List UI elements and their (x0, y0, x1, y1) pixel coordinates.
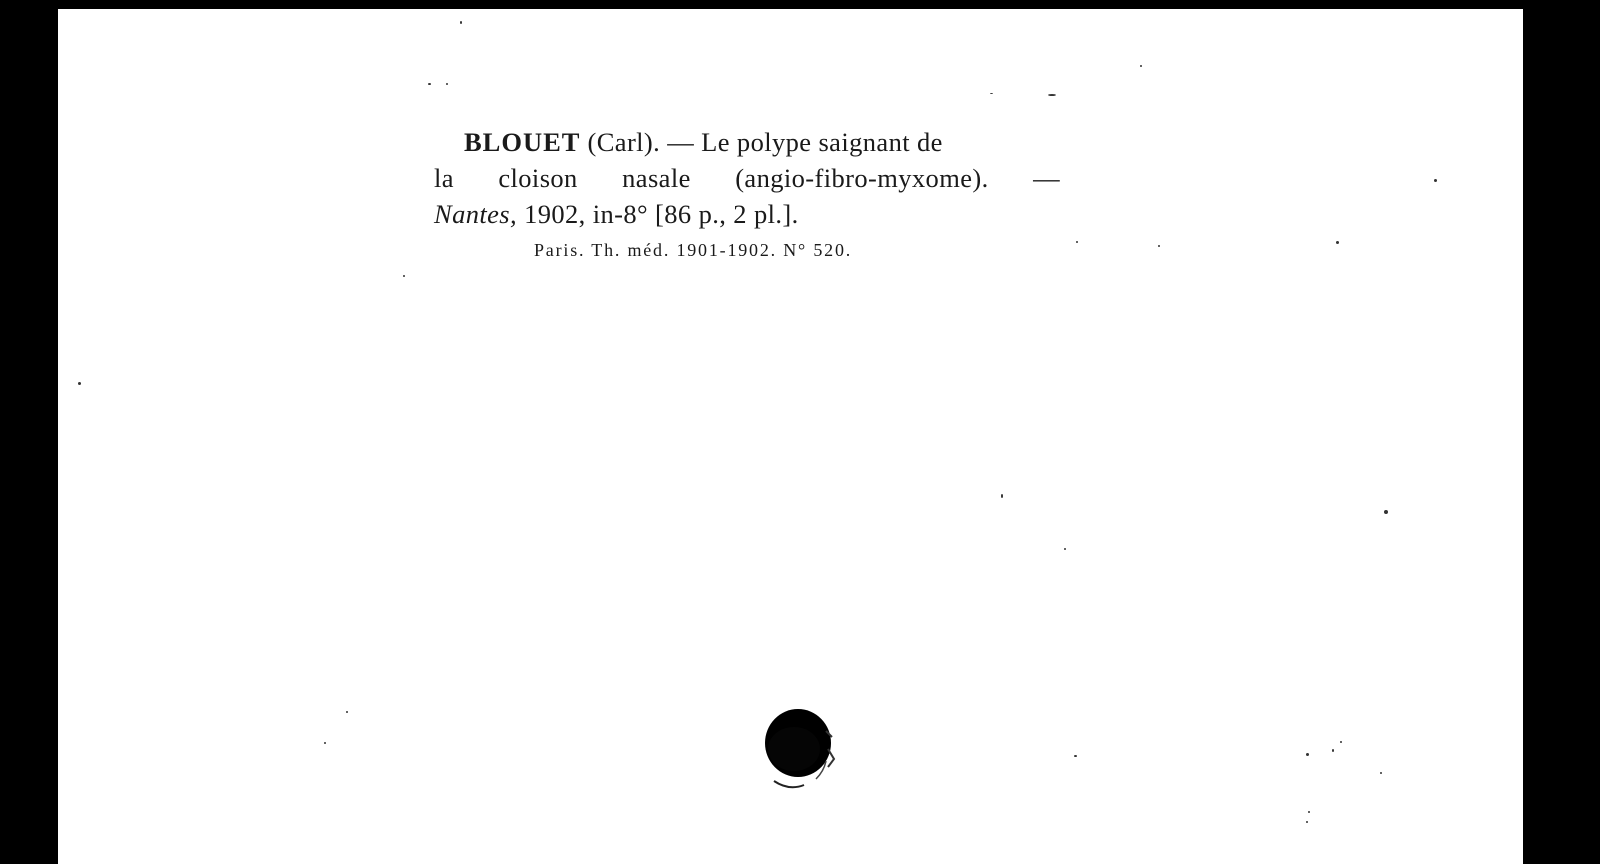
thesis-note: Paris. Th. méd. 1901-1902. N° 520. (534, 240, 853, 260)
dust-speck (1306, 821, 1308, 823)
dust-speck (1140, 65, 1142, 67)
dust-speck (403, 275, 405, 277)
entry-line-2 (434, 160, 1060, 196)
imprint-details: 1902, in-8° [86 p., 2 pl.]. (524, 199, 799, 229)
dust-speck (446, 83, 448, 85)
author-given-name: (Carl). (587, 127, 661, 157)
dust-speck (1076, 241, 1078, 243)
catalog-card (58, 9, 1523, 864)
dust-speck (1380, 772, 1382, 774)
dust-speck (1001, 494, 1003, 498)
dust-speck (346, 711, 348, 713)
dust-speck (1336, 241, 1339, 244)
author-name: BLOUET (464, 127, 581, 157)
entry-line-1 (434, 124, 1134, 160)
library-stamp-icon (754, 701, 864, 801)
dust-speck (1158, 245, 1160, 247)
dust-speck (460, 21, 462, 24)
title-part-1: — Le polype saignant de (667, 127, 943, 157)
dust-speck (1332, 749, 1334, 752)
dust-speck (324, 742, 326, 744)
dust-speck (1340, 741, 1342, 743)
publication-place: Nantes, (434, 199, 518, 229)
dust-speck (1064, 548, 1066, 550)
title-word: cloison (498, 163, 578, 193)
entry-line-3 (434, 196, 1134, 232)
dust-speck (428, 83, 431, 85)
bibliographic-entry (434, 124, 1134, 262)
dust-speck (1074, 755, 1077, 757)
dust-speck (1384, 510, 1388, 514)
title-word: nasale (622, 163, 691, 193)
title-word: la (434, 163, 454, 193)
title-word: (angio-fibro-myxome). (735, 163, 989, 193)
dust-speck (1308, 811, 1310, 813)
dust-speck (78, 382, 81, 385)
dust-speck (1048, 94, 1056, 96)
dust-speck (1434, 179, 1437, 182)
dust-speck (1306, 753, 1309, 756)
title-word: — (1033, 163, 1060, 193)
dust-speck (990, 93, 993, 94)
